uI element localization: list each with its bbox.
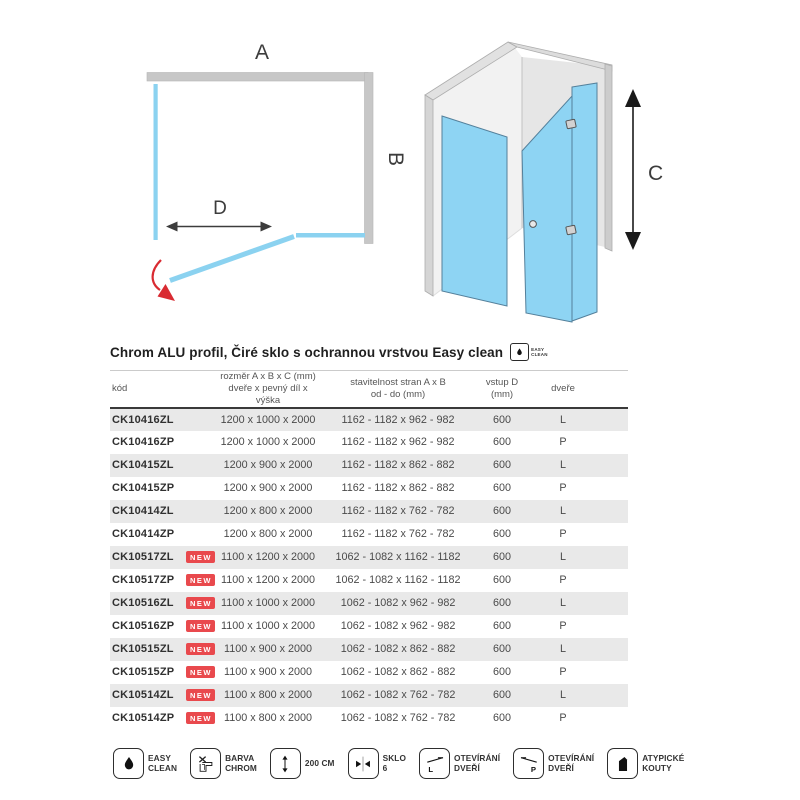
table-row [110,523,628,546]
table-row [110,408,628,431]
glass-door-open-plan [170,237,294,281]
new-badge-cell [186,661,220,684]
product-code: CK10415ZL [112,459,174,472]
wall-a [147,73,368,82]
product-code: CK10516ZL [112,597,174,610]
new-badge-cell [186,684,220,707]
product-code: CK10414ZL [112,505,174,518]
door-side-value: P [559,436,567,449]
wall-b [365,73,374,244]
entry-width-value: 600 [493,459,512,472]
dimension-c-arrow [625,89,641,250]
new-badge-cell [186,408,220,431]
new-badge-cell [186,454,220,477]
dimensions-value: 1100 x 800 x 2000 [223,689,313,702]
legend-item-200cm: 200 CM [270,748,335,779]
dimensions-value: 1100 x 900 x 2000 [223,666,313,679]
legend-item-otevirani-p: P OTEVÍRÁNÍ DVEŘÍ [513,748,594,779]
glass-side-panel-plan [154,84,158,240]
svg-text:P: P [530,764,536,774]
door-side-value: L [560,413,567,426]
header-stavitelnost: stavitelnost stran A x B od - do (mm) [350,376,446,400]
new-badge-cell [186,523,220,546]
door-side-value: L [560,689,567,702]
new-badge-cell [186,477,220,500]
legend-item-otevirani-l: L OTEVÍRÁNÍ DVEŘÍ [419,748,500,779]
door-side-value: L [560,597,567,610]
door-opening-left-icon [419,748,450,779]
door-side-value: L [560,459,567,472]
table-row [110,615,628,638]
dimensions-value: 1200 x 1000 x 2000 [220,436,316,449]
table-row [110,431,628,454]
table-row [110,477,628,500]
hinge-bottom-icon [566,225,576,235]
entry-width-value: 600 [493,528,512,541]
legend-item-easy-clean: EASY CLEAN [113,748,177,779]
new-badge-cell [186,638,220,661]
door-side-value: L [560,551,567,564]
dimensions-value: 1100 x 1000 x 2000 [220,620,316,633]
product-code: CK10416ZL [112,413,174,426]
entry-width-value: 600 [493,712,512,725]
adjustability-value: 1062 - 1082 x 862 - 882 [340,666,456,679]
door-side-value: P [559,620,567,633]
adjustability-value: 1062 - 1082 x 962 - 982 [340,597,456,610]
new-badge: NEW [186,620,215,633]
table-row [110,569,628,592]
dimensions-value: 1100 x 800 x 2000 [223,712,313,725]
door-side-value: P [559,574,567,587]
entry-width-value: 600 [493,482,512,495]
adjustability-value: 1162 - 1182 x 762 - 782 [341,528,455,541]
entry-width-value: 600 [493,574,512,587]
entry-width-value: 600 [493,689,512,702]
page-title: Chrom ALU profil, Čiré sklo s ochrannou vrstvou Easy clean [110,344,504,360]
glass-fixed-part-3d [572,83,597,321]
new-badge: NEW [186,666,215,679]
dimension-d-arrow [166,222,272,232]
entry-width-value: 600 [493,620,512,633]
dimensions-value: 1200 x 1000 x 2000 [220,413,316,426]
new-badge-cell [186,500,220,523]
table-row [110,684,628,707]
water-drop-icon [510,343,529,361]
legend-item-atypicke-kouty: ATYPICKÉ KOUTY [607,748,684,779]
glass-6mm-icon [348,748,379,779]
table-row [110,638,628,661]
table-row [110,707,628,730]
product-table [110,370,628,730]
header-vstup: vstup D (mm) [485,376,519,400]
table-row [110,661,628,684]
glass-side-panel-3d [442,116,507,306]
new-badge-cell [186,431,220,454]
new-badge: NEW [186,643,215,656]
legend-item-barva-chrom: BARVA CHROM [190,748,257,779]
dimensions-value: 1200 x 800 x 2000 [223,528,313,541]
dimensions-value: 1100 x 1000 x 2000 [220,597,316,610]
entry-width-value: 600 [493,505,512,518]
dimension-b-label: B [384,151,407,167]
table-header-row [110,371,628,408]
feature-legend [113,748,684,779]
dimension-c-label: C [648,162,664,185]
adjustability-value: 1062 - 1082 x 1162 - 1182 [335,551,461,564]
water-drop-icon [113,748,144,779]
adjustability-value: 1062 - 1082 x 762 - 782 [340,712,456,725]
dimensions-value: 1100 x 1200 x 2000 [220,574,316,587]
entry-width-value: 600 [493,643,512,656]
entry-width-value: 600 [493,551,512,564]
product-code: CK10514ZL [112,689,174,702]
header-kod: kód [112,382,128,394]
product-code: CK10515ZL [112,643,174,656]
new-badge-cell [186,592,220,615]
dimensions-value: 1200 x 900 x 2000 [223,482,313,495]
title-row [110,343,548,361]
product-code: CK10416ZP [112,436,175,449]
adjustability-value: 1162 - 1182 x 862 - 882 [341,482,455,495]
product-code: CK10414ZP [112,528,175,541]
chrome-color-icon [190,748,221,779]
door-side-value: P [559,712,567,725]
adjustability-value: 1062 - 1082 x 862 - 882 [340,643,456,656]
new-badge: NEW [186,551,215,564]
product-code: CK10514ZP [112,712,175,725]
legend-item-sklo6: SKLO 6 [348,748,406,779]
wall-left-outer-edge [425,95,433,296]
product-code: CK10516ZP [112,620,175,633]
adjustability-value: 1162 - 1182 x 962 - 982 [341,413,455,426]
adjustability-value: 1062 - 1082 x 762 - 782 [340,689,456,702]
adjustability-value: 1162 - 1182 x 962 - 982 [341,436,455,449]
door-side-value: P [559,666,567,679]
floor-plan-diagram [120,28,420,320]
new-badge: NEW [186,597,215,610]
product-code: CK10515ZP [112,666,175,679]
product-table-wrap [110,370,628,730]
door-knob-icon [530,221,537,228]
new-badge: NEW [186,574,215,587]
glass-fixed-part-plan [296,233,365,238]
adjustability-value: 1162 - 1182 x 862 - 882 [341,459,455,472]
table-row [110,592,628,615]
dimensions-value: 1100 x 900 x 2000 [223,643,313,656]
door-side-value: L [560,643,567,656]
header-dvere: dveře [551,382,575,394]
height-200cm-icon [270,748,301,779]
new-badge: NEW [186,712,215,725]
product-code: CK10415ZP [112,482,175,495]
entry-width-value: 600 [493,666,512,679]
hinge-top-icon [566,119,576,129]
new-badge-cell [186,569,220,592]
adjustability-value: 1162 - 1182 x 762 - 782 [341,505,455,518]
dimensions-value: 1200 x 800 x 2000 [223,505,313,518]
door-opening-right-icon [513,748,544,779]
dimension-d-label: D [213,198,227,219]
entry-width-value: 600 [493,436,512,449]
new-badge-cell [186,615,220,638]
easy-clean-badge [510,343,548,361]
door-side-value: L [560,505,567,518]
door-side-value: P [559,482,567,495]
wall-right-outer-edge [605,64,612,251]
entry-width-value: 600 [493,413,512,426]
dimension-a-label: A [254,41,270,64]
entry-width-value: 600 [493,597,512,610]
atypical-corners-icon [607,748,638,779]
product-code: CK10517ZL [112,551,174,564]
table-row [110,546,628,569]
new-badge-cell [186,707,220,730]
spec-table-body [110,408,628,730]
perspective-diagram [410,28,700,330]
svg-text:L: L [427,764,433,774]
door-side-value: P [559,528,567,541]
product-code: CK10517ZP [112,574,175,587]
header-rozmer: rozměr A x B x C (mm) dveře x pevný díl x výška [220,371,316,406]
dimensions-value: 1100 x 1200 x 2000 [220,551,316,564]
dimensions-value: 1200 x 900 x 2000 [223,459,313,472]
adjustability-value: 1062 - 1082 x 1162 - 1182 [335,574,461,587]
new-badge-cell [186,546,220,569]
easy-clean-badge-label: EASY CLEAN [531,346,548,357]
adjustability-value: 1062 - 1082 x 962 - 982 [340,620,456,633]
new-badge: NEW [186,689,215,702]
table-row [110,454,628,477]
table-row [110,500,628,523]
